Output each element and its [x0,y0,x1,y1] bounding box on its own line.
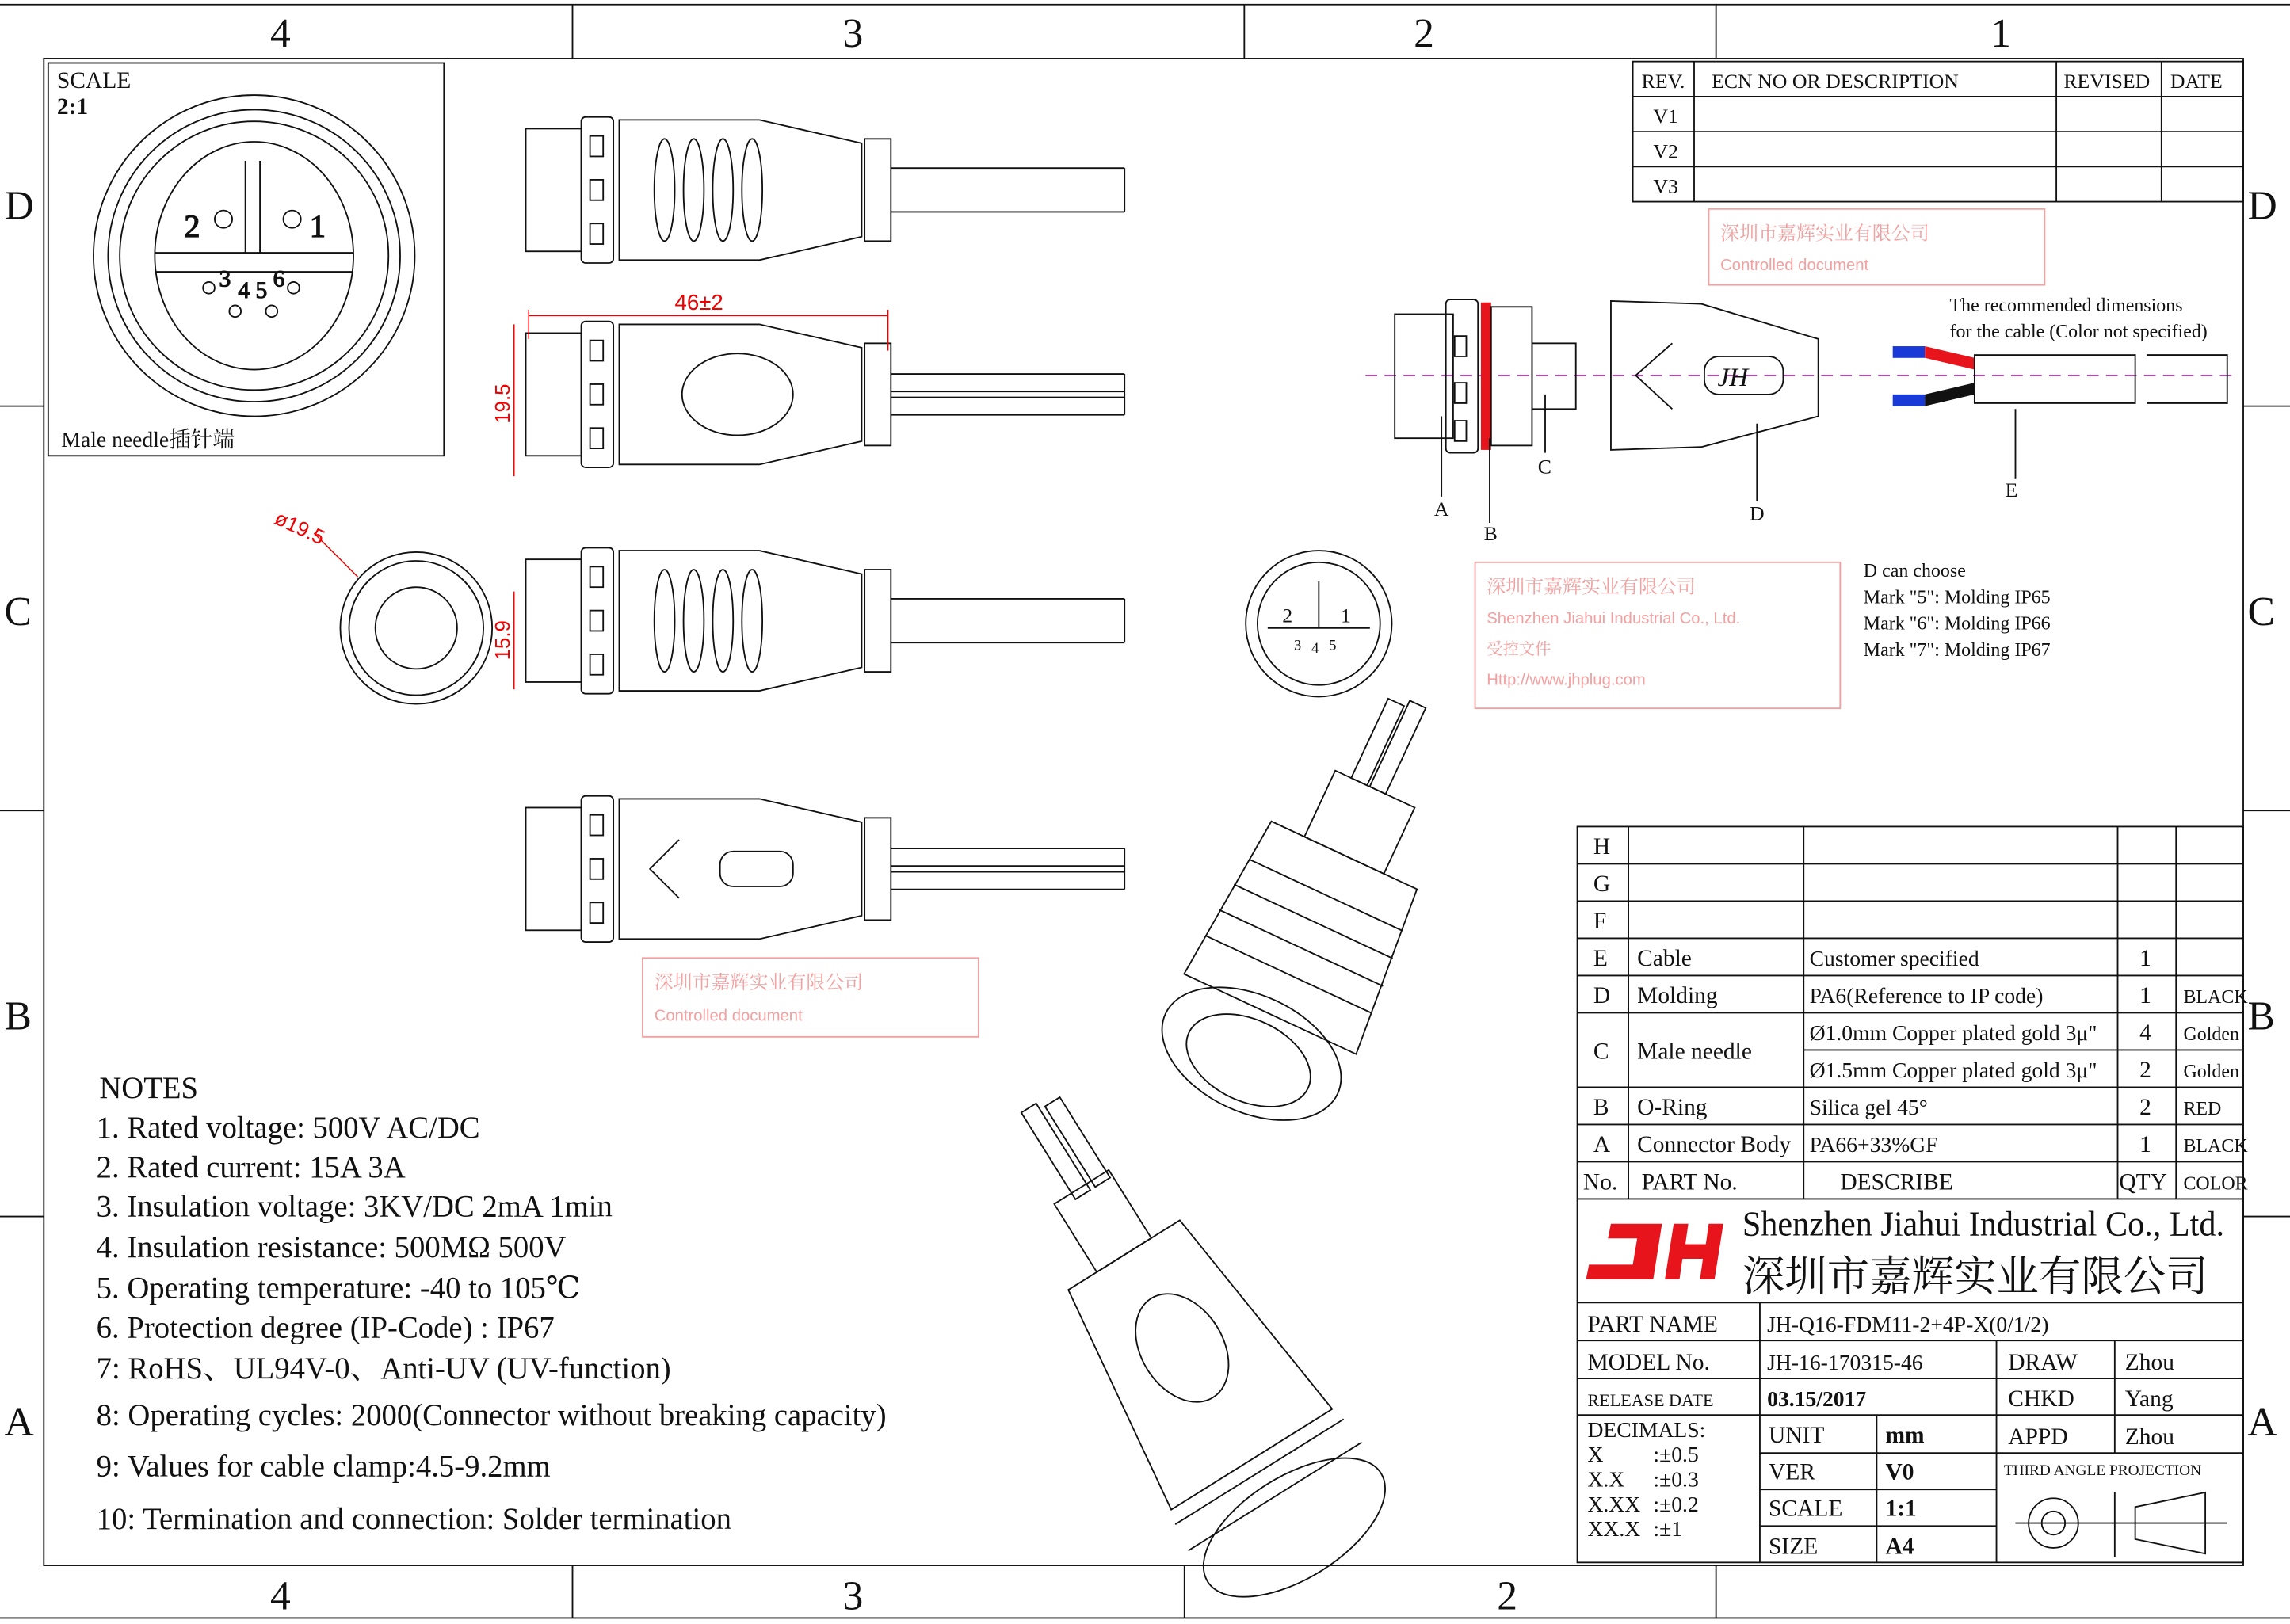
grip-rib [712,139,733,241]
watermark-text: Http://www.jhplug.com [1487,671,1646,689]
decimal-tolerance: :±1 [1653,1516,1683,1542]
d-choose-item: Mark "7": Molding IP67 [1863,639,2051,661]
wire-red [1925,346,1975,369]
zone-top-3: 3 [842,11,864,57]
wire-blue [1893,395,1926,406]
molding-body [619,799,861,939]
note-item: 4. Insulation resistance: 500MΩ 500V [96,1231,567,1265]
bom-item-no: E [1593,945,1608,971]
callout-d: D [1750,501,1765,525]
decimal-tolerance: :±0.3 [1653,1466,1699,1492]
ecn-header: ECN NO OR DESCRIPTION [1712,69,1959,93]
bom-color: BLACK [2183,986,2248,1008]
bom-item-no: C [1593,1039,1609,1065]
bom-item-no: A [1593,1131,1611,1157]
company-logo [1586,1224,1723,1279]
bom-header-part: PART No. [1641,1169,1738,1195]
watermark-stamp [1475,562,1841,708]
decimal-tolerance: :±0.5 [1653,1442,1699,1467]
callout-c: C [1537,455,1552,478]
zone-right-c: C [2247,589,2275,635]
coupling-ring [582,547,614,693]
watermark-stamp [1708,209,2044,285]
grip-rib [742,570,762,672]
watermark-text: Controlled document [1720,257,1869,275]
pin-label: 3 [1293,637,1302,654]
grip-rib [684,570,704,672]
bom-item-no: G [1593,871,1611,897]
dimensions [271,290,887,689]
part-name-label: PART NAME [1587,1312,1718,1338]
connector-side-view [526,117,1125,263]
rev-row: V2 [1653,139,1678,163]
pin-label: 2 [1282,604,1293,627]
rev-row: V1 [1653,105,1678,128]
watermark-stamp [643,958,979,1037]
notes-title: NOTES [99,1072,199,1106]
unit-label: UNIT [1769,1423,1825,1449]
pin-label: 1 [1340,604,1351,627]
bom-item-no: D [1593,982,1611,1008]
release-date-value: 03.15/2017 [1767,1386,1867,1412]
rev-header: REV. [1641,69,1685,93]
bom-qty: 1 [2139,1131,2151,1157]
strain-relief [864,343,891,445]
bom-item-no: H [1593,833,1611,860]
d-choose-title: D can choose [1863,561,1966,582]
bom-description: PA6(Reference to IP code) [1809,982,2044,1008]
ring-window [590,341,604,361]
bom-part-name: Cable [1637,945,1692,971]
ring-window [590,384,604,405]
draw-label: DRAW [2008,1350,2078,1376]
pin-label: 1 [309,208,326,244]
callout-b: B [1483,522,1498,546]
connector-side-view [526,796,1125,942]
note-item: 9: Values for cable clamp:4.5-9.2mm [96,1450,551,1484]
bom-description: Ø1.5mm Copper plated gold 3μ" [1809,1057,2097,1082]
pin-label: 5 [1329,637,1337,654]
wire-blue [1893,346,1926,358]
bom-description: Ø1.0mm Copper plated gold 3μ" [1809,1020,2097,1045]
bom-color: Golden [2183,1061,2239,1082]
bom-qty: 4 [2139,1020,2151,1046]
ver-label: VER [1769,1459,1815,1485]
company-block [1586,1205,2224,1301]
callout-e: E [2005,478,2018,501]
callout-labels [1434,455,2017,545]
ring-window [590,180,604,200]
pin-label: 4 [1311,640,1319,657]
height-dimension-a: 19.5 [492,383,515,424]
zone-top-1: 1 [1990,11,2011,57]
decimal-format: X.XX [1587,1491,1641,1516]
bom-item-no: F [1593,908,1607,934]
bom-description: Customer specified [1809,945,1979,970]
exploded-view [1365,295,2235,661]
zone-bottom-4: 4 [269,1573,291,1619]
title-block [1578,1302,2243,1562]
company-name-en: Shenzhen Jiahui Industrial Co., Ltd. [1742,1204,2225,1244]
molding-body [619,324,861,464]
bom-color: Golden [2183,1024,2239,1045]
third-angle-projection-symbol [2015,1492,2227,1557]
coupling-ring [582,796,614,942]
bom-part-name: Male needle [1637,1039,1752,1065]
isometric-view-lower [945,1052,1408,1624]
molding-body [619,551,861,691]
front-view [1246,551,1391,696]
bom-qty: 1 [2139,982,2151,1008]
front-latch [526,559,582,682]
note-item: 1. Rated voltage: 500V AC/DC [96,1111,480,1146]
bom-part-name: Connector Body [1637,1131,1792,1157]
callout-a: A [1433,497,1449,520]
ver-value: V0 [1885,1459,1914,1485]
bom-description: PA66+33%GF [1809,1131,1938,1157]
ring-window [590,428,604,448]
ring-window [590,859,604,879]
watermark-text: 深圳市嘉辉实业有限公司 [1487,576,1696,598]
pin-label: 5 [255,278,268,304]
zone-left-c: C [4,589,32,635]
bom-header-qty: QTY [2119,1169,2167,1195]
company-name-cn: 深圳市嘉辉实业有限公司 [1742,1252,2208,1301]
watermark-text: Controlled document [654,1007,803,1025]
ring-window [590,223,604,244]
notes [97,1072,887,1536]
rear-view [340,552,492,704]
pin-label: 2 [184,208,200,244]
grip-rib [655,139,675,241]
release-date-label: RELEASE DATE [1587,1390,1714,1411]
scale-value: 2:1 [56,93,89,120]
chkd-label: CHKD [2008,1386,2074,1412]
strain-relief [864,818,891,920]
zone-left-d: D [4,183,34,229]
grip-rib [712,570,733,672]
arrow-mark [650,840,679,898]
length-dimension: 46±2 [674,289,723,315]
cable-note-line: The recommended dimensions [1949,295,2183,316]
zone-right-b: B [2247,993,2275,1039]
appd-value: Zhou [2124,1424,2174,1451]
front-latch [526,128,582,251]
zone-top-4: 4 [269,11,291,57]
note-item: 6. Protection degree (IP-Code) : IP67 [96,1311,555,1345]
decimal-format: XX.X [1587,1516,1641,1542]
bom-color: RED [2183,1098,2222,1119]
ring-window [590,566,604,587]
pin-label: 6 [273,266,285,292]
scale-detail-view [48,63,444,456]
zone-bottom-2: 2 [1497,1573,1517,1619]
bom-color: BLACK [2183,1135,2248,1157]
revised-header: REVISED [2063,69,2151,93]
note-item: 8: Operating cycles: 2000(Connector without breaking capacity) [96,1399,887,1433]
note-item: 7: RoHS、UL94V-0、Anti-UV (UV-function) [96,1352,671,1386]
zone-bottom-3: 3 [842,1573,864,1619]
ring-window [590,136,604,157]
date-header: DATE [2170,69,2223,93]
zone-top-2: 2 [1414,11,1434,57]
strain-relief [864,139,891,241]
note-item: 10: Termination and connection: Solder termination [96,1502,731,1536]
coupling-ring [582,117,614,263]
zone-right-d: D [2247,183,2277,229]
front-latch [526,333,582,456]
model-label: MODEL No. [1587,1350,1710,1376]
height-dimension-b: 15.9 [492,620,515,661]
molding-logo: JH [1717,362,1749,392]
bom-item-no: B [1593,1094,1609,1120]
zone-left-b: B [4,993,32,1039]
draw-value: Zhou [2124,1350,2174,1376]
revision-table [1633,62,2243,202]
note-item: 5. Operating temperature: -40 to 105℃ [96,1271,581,1306]
bom-header-color: COLOR [2183,1173,2248,1195]
d-choose-item: Mark "5": Molding IP65 [1863,587,2051,608]
zone-left-a: A [4,1400,34,1446]
scale-label: SCALE [1769,1496,1843,1522]
watermark-text: 深圳市嘉辉实业有限公司 [1720,223,1929,245]
appd-label: APPD [2008,1424,2068,1451]
rev-row: V3 [1653,174,1678,198]
size-value: A4 [1885,1534,1914,1560]
chkd-value: Yang [2124,1386,2174,1412]
diameter-dimension: ø19.5 [271,507,328,550]
pin-label: 3 [219,266,231,292]
ring-window [590,611,604,631]
ring-window [590,902,604,923]
strain-relief [864,570,891,672]
watermark-text: 受控文件 [1487,640,1551,658]
cable-note-line: for the cable (Color not specified) [1949,321,2208,342]
decimal-format: X.X [1587,1466,1625,1492]
d-choose-note [1864,561,2051,661]
scale-caption: Male needle插针端 [61,427,235,452]
scale-label: SCALE [56,67,132,93]
bom-part-name: Molding [1637,982,1718,1008]
watermark-text: 深圳市嘉辉实业有限公司 [654,972,864,994]
grip-rib [655,570,675,672]
molding-body [619,120,861,260]
bom-qty: 2 [2139,1094,2151,1120]
zone-right-a: A [2247,1400,2277,1446]
bom-qty: 1 [2139,945,2151,971]
ring-window [590,815,604,836]
wire-black [1925,383,1975,406]
logo-badge [720,852,793,886]
decimals-label: DECIMALS: [1587,1416,1706,1442]
ring-window [590,654,604,675]
o-ring [1481,303,1491,450]
note-item: 3. Insulation voltage: 3KV/DC 2mA 1min [96,1190,613,1224]
side-views [526,117,1125,942]
connector-side-view [526,322,1125,467]
size-label: SIZE [1769,1534,1819,1560]
projection-label: THIRD ANGLE PROJECTION [2003,1462,2202,1479]
bom-header-describe: DESCRIBE [1840,1169,1953,1195]
model-value: JH-16-170315-46 [1767,1350,1923,1375]
d-choose-item: Mark "6": Molding IP66 [1863,613,2051,635]
watermark-text: Shenzhen Jiahui Industrial Co., Ltd. [1487,610,1741,628]
thumb-grip [682,353,793,435]
decimal-format: X [1587,1442,1604,1467]
pin-label: 4 [238,278,250,304]
bom-part-name: O-Ring [1637,1094,1708,1120]
connector-side-view [526,547,1125,693]
isometric-view-upper [1141,663,1502,1147]
part-name-value: JH-Q16-FDM11-2+4P-X(0/1/2) [1767,1312,2049,1337]
front-latch [526,807,582,930]
coupling-ring [582,322,614,467]
bom-description: Silica gel 45° [1809,1094,1928,1119]
scale-value: 1:1 [1885,1496,1917,1522]
unit-value: mm [1885,1423,1925,1449]
decimal-tolerance: :±0.2 [1653,1491,1699,1516]
grip-rib [742,139,762,241]
note-item: 2. Rated current: 15A 3A [96,1150,406,1184]
grip-rib [684,139,704,241]
bom-header-no: No. [1582,1169,1618,1195]
bom-qty: 2 [2139,1057,2151,1083]
